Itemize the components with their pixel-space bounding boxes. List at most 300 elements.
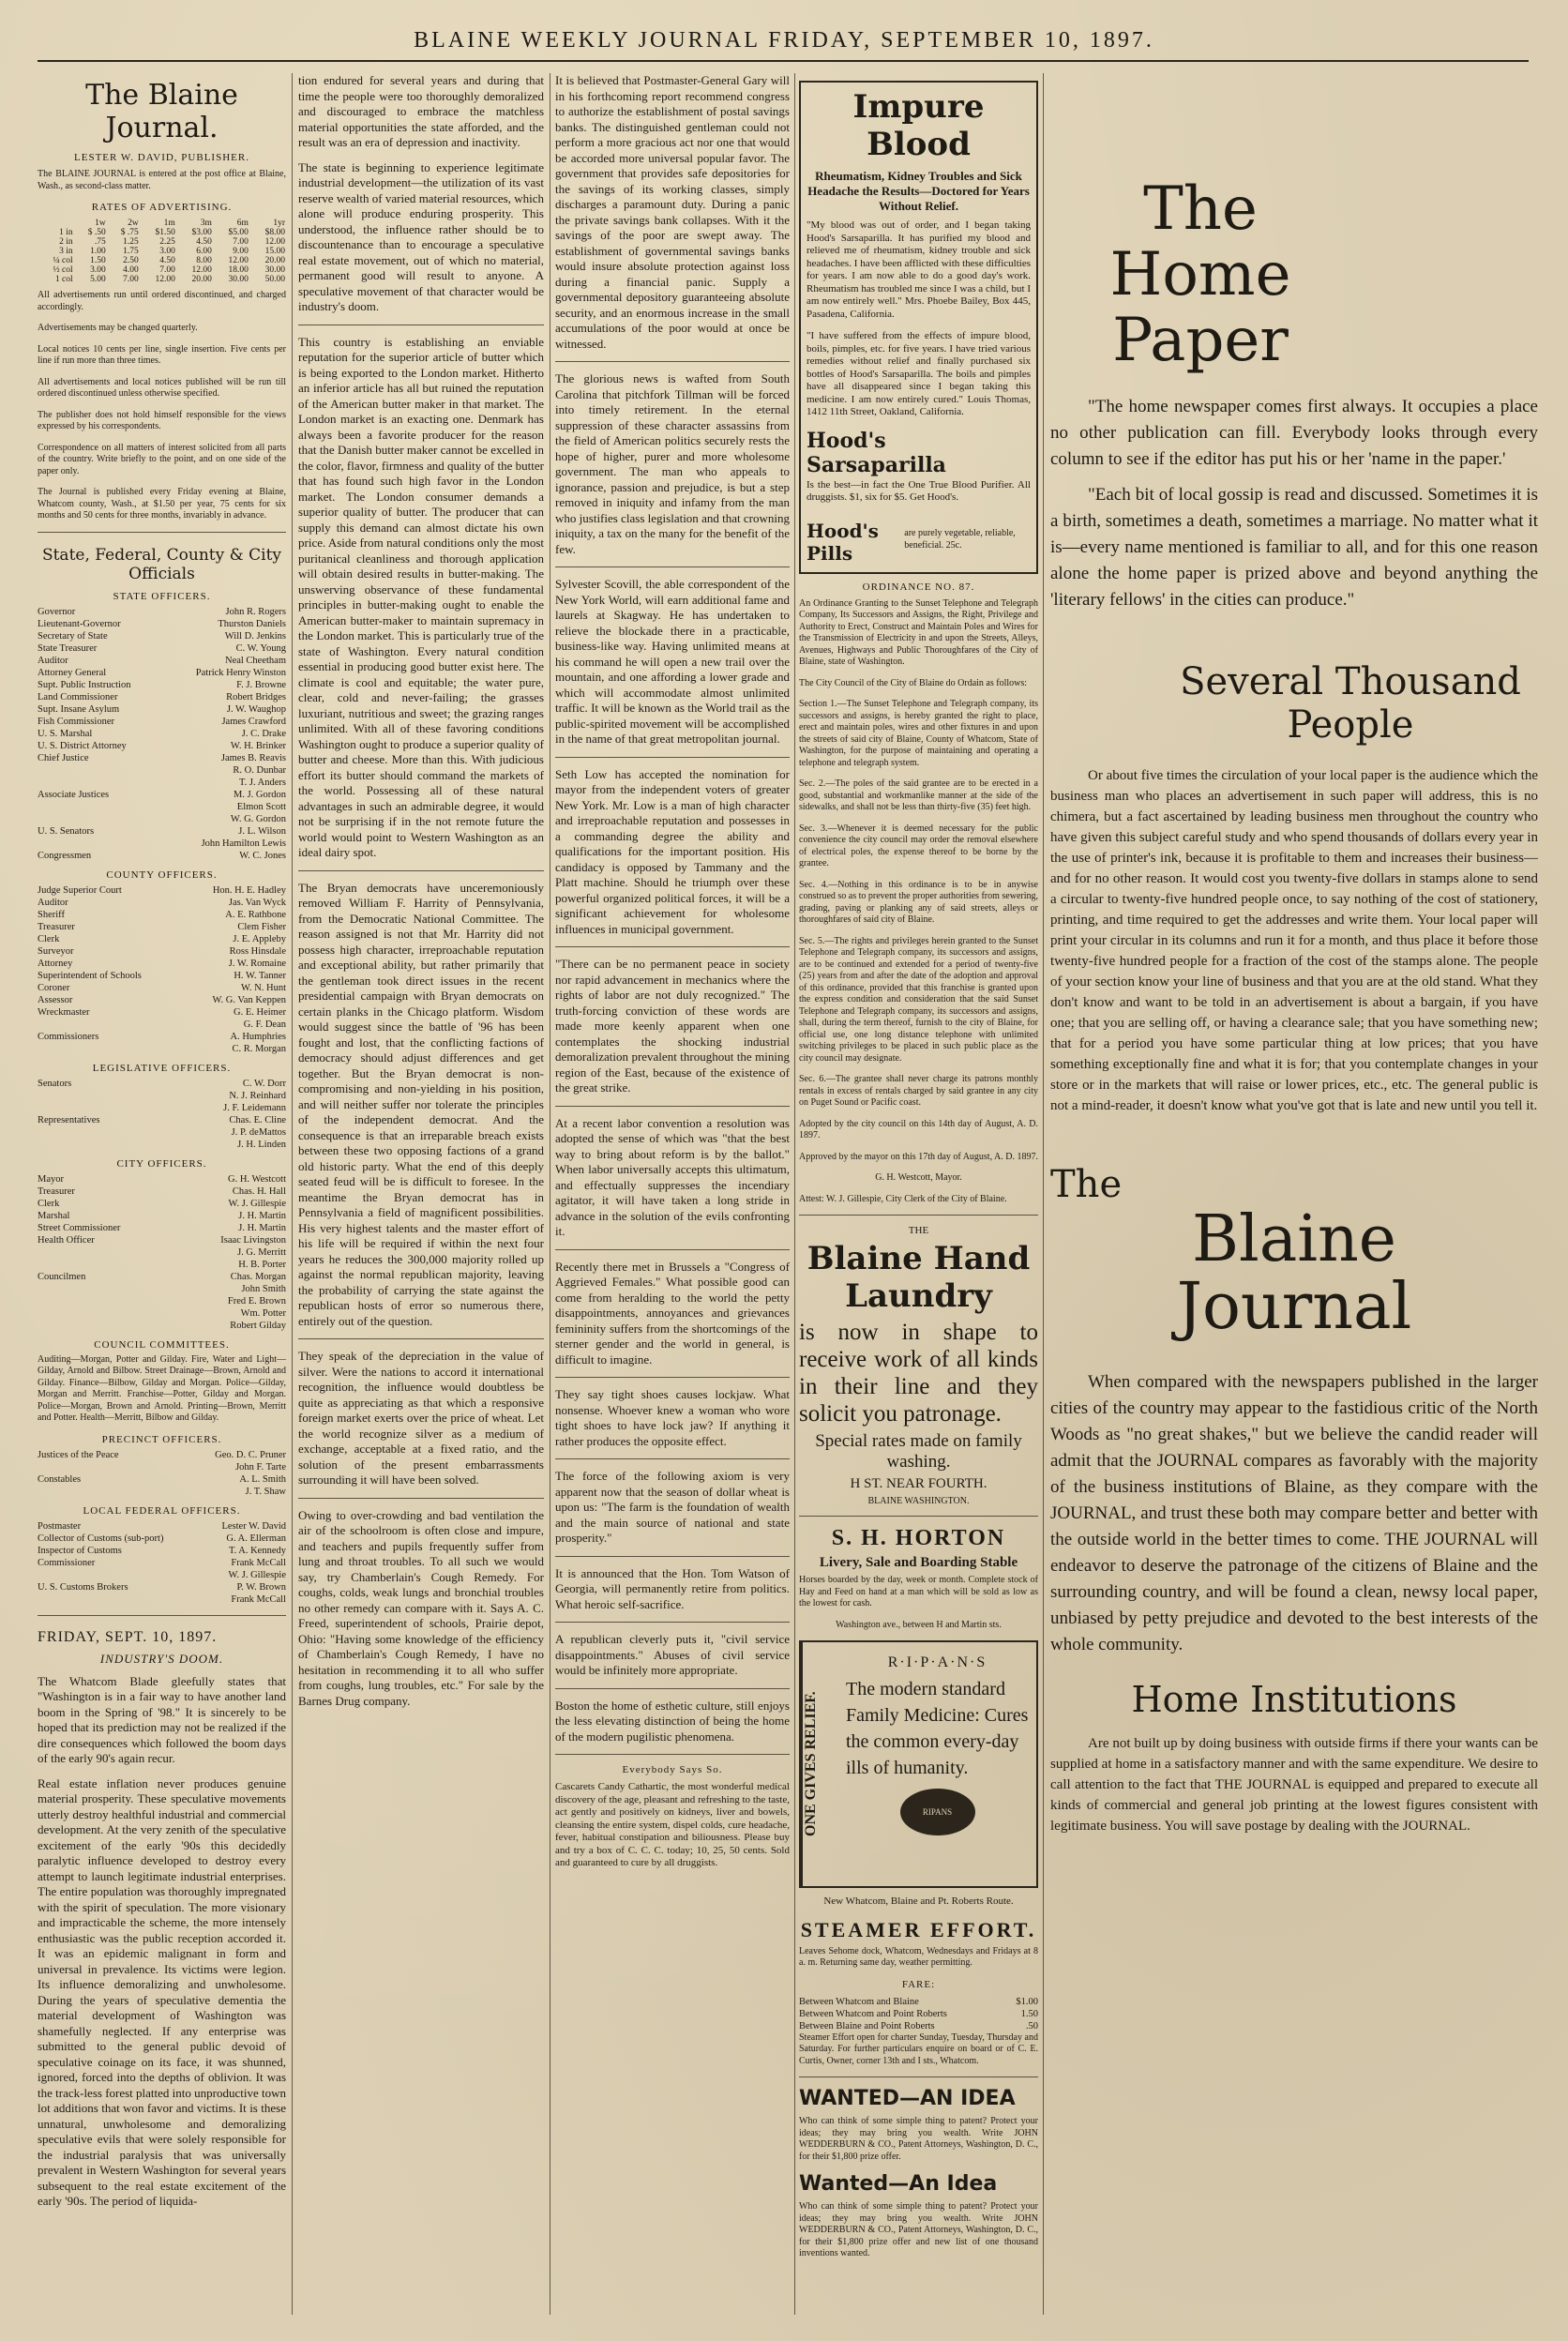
officer-name: T. A. Kennedy bbox=[228, 1545, 286, 1556]
state-officers-heading: STATE OFFICERS. bbox=[113, 590, 211, 602]
rates-cell: 4.50 bbox=[159, 256, 175, 265]
officer-title: U. S. Senators bbox=[38, 825, 95, 837]
column-rule bbox=[292, 73, 293, 2315]
officer-row bbox=[38, 606, 286, 618]
officer-row bbox=[38, 679, 286, 691]
officer-name: J. P. deMattos bbox=[231, 1126, 286, 1138]
fare-price: .50 bbox=[1025, 2020, 1038, 2031]
officer-name: Jas. Van Wyck bbox=[228, 897, 286, 908]
hoods-brand: Hood's Sarsaparilla bbox=[807, 428, 946, 477]
officer-name: Ross Hinsdale bbox=[229, 945, 286, 957]
officer-name: John Hamilton Lewis bbox=[201, 838, 286, 849]
officer-row bbox=[38, 630, 286, 642]
officer-row bbox=[38, 1320, 286, 1332]
masthead-rule bbox=[38, 60, 1529, 62]
officer-row bbox=[38, 1461, 286, 1473]
rates-cell: $3.00 bbox=[191, 228, 212, 237]
horton-address: Washington ave., between H and Martin sts. bbox=[836, 1619, 1002, 1630]
officer-row bbox=[38, 909, 286, 921]
editorial-paragraph: They say tight shoes causes lockjaw. What nonsense. Whoever knew a woman who wore tight shoes to have lock jaw? If anything it rather produces the opposite effect. bbox=[555, 1387, 790, 1448]
fare-row bbox=[799, 2008, 1038, 2020]
precinct-heading: PRECINCT OFFICERS. bbox=[101, 1433, 222, 1445]
fare-route: Between Whatcom and Point Roberts bbox=[799, 2008, 947, 2019]
officer-name: J. H. Martin bbox=[238, 1210, 286, 1221]
officer-name: W. G. Gordon bbox=[230, 813, 286, 824]
officer-row bbox=[38, 1581, 286, 1593]
ordinance-heading: ORDINANCE NO. 87. bbox=[862, 581, 975, 593]
rates-cell: 50.00 bbox=[264, 275, 285, 284]
divider bbox=[555, 566, 790, 567]
officer-row bbox=[38, 825, 286, 838]
officer-name: Robert Bridges bbox=[226, 691, 286, 702]
rates-cell: 20.00 bbox=[191, 275, 212, 284]
ripans-side-label: ONE GIVES RELIEF. bbox=[801, 1642, 838, 1886]
officer-title: Sheriff bbox=[38, 909, 65, 920]
state-officers bbox=[38, 606, 286, 862]
divider bbox=[555, 946, 790, 947]
rates-cell: 30.00 bbox=[264, 265, 285, 275]
editorial-paragraph: Seth Low has accepted the nomination for mayor from the independent voters of greater New York. Mr. Low is a man of high character and irreproachable reputation and possesses in a commanding degree the ability and qualifications for the important position. His candidacy is opposed by Tammany and the Platt machine. Should he triumph over these powerful organized political forces, it will be a significant achievement for wholesome influences in municipal government. bbox=[555, 766, 790, 936]
rates-cell: $1.50 bbox=[155, 228, 175, 237]
officer-row bbox=[38, 970, 286, 982]
editorial-paragraph: The state is beginning to experience legitimate industrial development—the utilization of its vast reserve wealth of varied material resources, which alone will produce enduring prosperity. This understood, the influence rather should be to discountenance than to encourage a speculative real estate movement, out of which no material, permanent good will result to anyone. A speculative movement of that character would be industry's doom. bbox=[298, 159, 544, 313]
county-officers bbox=[38, 884, 286, 1055]
rates-note: Correspondence on all matters of interest solicited from all parts of the country. Write briefly to the point, and on one side of the paper only. bbox=[38, 442, 286, 476]
officer-name: Frank McCall bbox=[231, 1593, 286, 1605]
divider bbox=[555, 1249, 790, 1250]
officer-title: Chief Justice bbox=[38, 752, 89, 763]
entered-note: The BLAINE JOURNAL is entered at the post office at Blaine, Wash., as second-class matter. bbox=[38, 169, 286, 191]
officer-row bbox=[38, 728, 286, 740]
officer-title: Treasurer bbox=[38, 1186, 75, 1197]
officer-title: Auditor bbox=[38, 897, 68, 908]
officer-row bbox=[38, 777, 286, 789]
officer-title: Treasurer bbox=[38, 921, 75, 932]
ordinance-text: Approved by the mayor on this 17th day of August, A. D. 1897. bbox=[799, 1151, 1038, 1162]
officer-row bbox=[38, 897, 286, 909]
rates-cell: 4.00 bbox=[123, 265, 139, 275]
officer-name: J. W. Waughop bbox=[226, 703, 286, 715]
officer-row bbox=[38, 642, 286, 655]
officer-title: Commissioners bbox=[38, 1031, 99, 1042]
officer-name: Wm. Potter bbox=[240, 1307, 286, 1319]
officer-row bbox=[38, 1246, 286, 1259]
editorial-paragraph: At a recent labor convention a resolution was adopted the sense of which was "that the best way to bring about reform is by the ballot." When labor universally accepts this ultimatum, and effectually suppresses the incendiary agitator, it will have taken a long stride in advance in the solution of the evils confronting it. bbox=[555, 1115, 790, 1238]
editorial-paragraph: tion endured for several years and during that time the people were too thoroughly demoralized and discouraged to embrace the matchless material opportunities the state afforded, and the result was an era of depression and inactivity. bbox=[298, 73, 544, 149]
ordinance-text: The City Council of the City of Blaine do Ordain as follows: bbox=[799, 677, 1028, 688]
fare-row bbox=[799, 2020, 1038, 2032]
rates-head-cell: 1m bbox=[163, 219, 175, 228]
rates-cell: $8.00 bbox=[264, 228, 285, 237]
blaine-journal-the: The bbox=[1050, 1163, 1123, 1206]
officer-title: Attorney bbox=[38, 958, 73, 969]
editorial-paragraph: "There can be no permanent peace in society nor rapid advancement in mechanics where the rights of labor are not duly recognized." The truth-forcing conviction of these words are made more keenly apparent when one contemplates the shocking industrial demoralization prevalent throughout the mining region of the East, because of the existence of the great strike. bbox=[555, 957, 790, 1095]
editorial-paragraph: Owing to over-crowding and bad ventilation the air of the schoolroom is often close and impure, and teachers and pupils frequently suffer from lung and throat troubles. To all such we would say, try Chamberlain's Cough Remedy. For coughs, colds, weak lungs and bronchial troubles no other remedy can compare with it. Says A. C. Freed, superintendent of schools, Prairie depot, Ohio: "Having some knowledge of the efficiency of Chamberlain's Cough Remedy, I have no hesitation in recommending it to all who suffer from coughs, lung troubles, etc." For sale by the Barnes Drug company. bbox=[298, 1507, 544, 1708]
officer-name: J. E. Appleby bbox=[233, 933, 286, 944]
officer-name: A. E. Rathbone bbox=[225, 909, 286, 920]
officer-row bbox=[38, 1545, 286, 1557]
officer-name: James B. Reavis bbox=[220, 752, 286, 763]
officer-title: Senators bbox=[38, 1078, 72, 1089]
officer-row bbox=[38, 1486, 286, 1498]
rates-title: RATES OF ADVERTISING. bbox=[91, 202, 233, 213]
ordinance-text: Sec. 6.—The grantee shall never charge its patrons monthly rentals in excess of rentals charged by said grantee in any city on Puget Sound or Pacific coast. bbox=[799, 1074, 1038, 1108]
rates-cell: 2 in bbox=[59, 237, 73, 247]
officer-title: Governor bbox=[38, 606, 76, 617]
column-1 bbox=[38, 73, 286, 2315]
officer-row bbox=[38, 1295, 286, 1307]
federal-heading: LOCAL FEDERAL OFFICERS. bbox=[83, 1504, 241, 1517]
officer-row bbox=[38, 1126, 286, 1139]
rates-row bbox=[38, 237, 286, 247]
laundry-city: BLAINE WASHINGTON. bbox=[867, 1496, 970, 1506]
divider bbox=[298, 1498, 544, 1499]
rates-cell: 12.00 bbox=[264, 237, 285, 247]
laundry-address: H ST. NEAR FOURTH. bbox=[850, 1476, 988, 1491]
blaine-journal-title: Journal bbox=[1176, 1270, 1412, 1344]
officer-name: Chas. H. Hall bbox=[232, 1186, 286, 1197]
officer-row bbox=[38, 1139, 286, 1151]
officer-row bbox=[38, 1271, 286, 1283]
hoods-line: Is the best—in fact the One True Blood Purifier. All druggists. $1, six for $5. Get Hood's. bbox=[807, 478, 1031, 503]
officer-row bbox=[38, 1259, 286, 1271]
officer-row bbox=[38, 764, 286, 777]
officer-title: Health Officer bbox=[38, 1234, 95, 1246]
column-2 bbox=[298, 73, 544, 2315]
officer-title: Surveyor bbox=[38, 945, 74, 957]
officer-row bbox=[38, 850, 286, 862]
officer-title: Commissioner bbox=[38, 1557, 96, 1568]
rates-cell: $ .75 bbox=[120, 228, 139, 237]
officer-row bbox=[38, 789, 286, 801]
column-3 bbox=[555, 73, 790, 2315]
officer-row bbox=[38, 994, 286, 1006]
rates-row bbox=[38, 247, 286, 256]
rates-cell: 1 in bbox=[59, 228, 73, 237]
officer-title: Collector of Customs (sub-port) bbox=[38, 1533, 164, 1544]
officer-name: J. F. Leidemann bbox=[223, 1102, 286, 1113]
officer-title: U. S. Customs Brokers bbox=[38, 1581, 128, 1593]
paper-title: The Blaine Journal. bbox=[85, 79, 238, 144]
city-officers bbox=[38, 1173, 286, 1332]
fare-price: 1.50 bbox=[1020, 2008, 1038, 2019]
officer-name: Neal Cheetham bbox=[224, 655, 286, 666]
impure-blood-subtitle: Rheumatism, Kidney Troubles and Sick Headache the Results—Doctored for Years Without Relief. bbox=[807, 169, 1030, 213]
officer-name: G. E. Heimer bbox=[234, 1006, 286, 1018]
officer-row bbox=[38, 655, 286, 667]
officer-title: Lieutenant-Governor bbox=[38, 618, 121, 629]
officer-name: W. C. Jones bbox=[239, 850, 286, 861]
fare-price: $1.00 bbox=[1016, 1996, 1038, 2007]
rates-note: Advertisements may be changed quarterly. bbox=[38, 323, 198, 333]
rates-note: All advertisements run until ordered discontinued, and charged accordingly. bbox=[38, 290, 286, 312]
editorial-paragraph: A republican cleverly puts it, "civil service disappointments." Abuses of civil service would be infinitely more appropriate. bbox=[555, 1632, 790, 1677]
officer-name: Robert Gilday bbox=[230, 1320, 286, 1331]
officer-title: Attorney General bbox=[38, 667, 107, 678]
ordinance-signature: G. H. Westcott, Mayor. bbox=[875, 1172, 962, 1183]
publisher-line: LESTER W. DAVID, PUBLISHER. bbox=[74, 152, 249, 163]
rates-note: All advertisements and local notices published will be run till ordered discontinued unless otherwise specified. bbox=[38, 376, 286, 399]
editorial-paragraph: Sylvester Scovill, the able correspondent of the New York World, will earn additional fame and laurels at Skagway. He has undertaken to relieve the blockade there in a practicable, business-like way. Having unlimited means at his command he will open a new trail over the mountain, and one affording a lower grade and which will accommodate almost unlimited traffic. It will be known as the World trail as the public-spirited movement will be accomplished in the name of that great metropolitan journal. bbox=[555, 577, 790, 746]
laundry-special: Special rates made on family washing. bbox=[815, 1431, 1022, 1472]
editorial-paragraph: The Bryan democrats have unceremoniously removed William F. Harrity of Pennsylvania, from the Democratic National Committee. The reason assigned is not that Mr. Harrity did not possess high character, irreproachable reputation and exceptional ability, but rather primarily that the gentleman took direct issues in the recent presidential campaign with Bryan democrats on certain planks in the Chicago platform. Wisdom would suggest since the battle of '96 has been fought and lost, that the conflicting factions of democracy should adjust differences and get together. But the Bryan democrat is non-compromising and non-yielding in his position, and will neither suffer nor tolerate the principles of the independent democrat. And the consequence is that an irreparable breach exists between these two opposing factions of a grand old historic party. What the end of this deeply seated feud will be is difficult to foresee. In the meantime the Bryan democrat has in Pennsylvania a field of magnificent possibilities. His very highest talents and the master effort of his life will be required if within the next four years he reduces the 300,000 majority rolled up against the normal republican majority, leaving the probability of carrying the state against the republican hosts of error so numerous there, entirely out of the question. bbox=[298, 880, 544, 1328]
rates-cell: ½ col bbox=[53, 265, 73, 275]
officer-row bbox=[38, 1114, 286, 1126]
officer-row bbox=[38, 716, 286, 728]
home-paper-paragraph: "The home newspaper comes first always. It occupies a place no other publication can fill. Everybody looks through every column to see if the editor has put his or her 'name in the paper.' bbox=[1050, 397, 1538, 469]
officer-row bbox=[38, 1031, 286, 1043]
rates-header-row bbox=[38, 219, 286, 228]
officer-name: J. W. Romaine bbox=[228, 958, 286, 969]
officer-row bbox=[38, 813, 286, 825]
officer-title: Clerk bbox=[38, 933, 60, 944]
officer-title: Superintendent of Schools bbox=[38, 970, 142, 981]
officer-name: Thurston Daniels bbox=[218, 618, 286, 629]
divider bbox=[38, 1615, 286, 1616]
officer-row bbox=[38, 703, 286, 716]
officer-row bbox=[38, 801, 286, 813]
officer-title: Auditor bbox=[38, 655, 68, 666]
rates-head-cell: 2w bbox=[128, 219, 139, 228]
ordinance-text: Sec. 4.—Nothing in this ordinance is to be in anywise construed so as to prevent the proper authorities from sewering, grading, paving or planking any of said streets, alleys or thoroughfares of said city of Blaine. bbox=[799, 879, 1038, 925]
rates-cell: ¼ col bbox=[53, 256, 73, 265]
officer-title: Land Commissioner bbox=[38, 691, 118, 702]
officer-row bbox=[38, 1210, 286, 1222]
officer-row bbox=[38, 1198, 286, 1210]
rates-cell: .75 bbox=[94, 237, 106, 247]
editorial-paragraph: The glorious news is wafted from South Carolina that pitchfork Tillman will be forced into timely retirement. In the eternal suppression of these character assassins from the field of American politics securely rests the hope of higher, purer and more wholesome government. The man who appeals to ignorance, passion and prejudice, is but a step removed in iniquity and infamy from the man who justifies class legislation and that crowning iniquity, a tax on the many for the benefit of the few. bbox=[555, 371, 790, 556]
rates-cell: 3.00 bbox=[90, 265, 106, 275]
officer-title: Judge Superior Court bbox=[38, 884, 122, 896]
divider bbox=[799, 1215, 1038, 1216]
hoods-pills: Hood's Pills bbox=[807, 519, 879, 565]
masthead: BLAINE WEEKLY JOURNAL FRIDAY, SEPTEMBER 10, 1897. bbox=[414, 28, 1154, 53]
editorial-paragraph: This country is establishing an enviable reputation for the superior article of butter which is being exported to the London market. Hitherto an inferior article has all but ruined the reputation of the American butter maker in that market. The London market is an exacting one. Denmark has always been a favorite producer for the reason that the Danish butter maker cannot be excelled in the color, flavor, firmness and quality of the butter that has found such high favor in the London market. The London consumer demands a superior quality of butter. The producer that can supply this demand can almost dictate his own price. Aside from natural conditions only the most puritanical cleanliness and thorough application will obtain desired results in butter-making. The unswerving observance of these fundamental principles in butter-making ought to enable the American butter-maker to maintain supremacy in the London market. This is particularly true of the state of Washington. Every natural condition essential in producing good butter exist here. The climate is cool and equitable; the water pure, clear, cold and never-failing; the grasses luxuriant, nutritious and sweet; the grazing ranges unlimited. With all of these favoring conditions Washington ought to produce a superior quality of butter and cheese. More than this. With judicious effort its butter should command the markets of the world. Possessing all of these natural advantages in such an admirable degree, it would not be surprising if in the not remote future the world would point to Western Washington as an ideal dairy spot. bbox=[298, 334, 544, 859]
rates-note: The publisher does not hold himself responsible for the views expressed by his correspondents. bbox=[38, 409, 286, 431]
home-institutions-body: Are not built up by doing business with outside firms if there your wants can be supplied at home in a satisfactory manner and with the same expenditure. We desire to call attention to the fact that THE JOURNAL is equipped and prepared to execute all kinds of commercial and general job printing at the lowest figures consistent with legitimate business. You will save postage by dealing with the JOURNAL. bbox=[1050, 1736, 1538, 1834]
officer-name: W. G. Van Keppen bbox=[212, 994, 286, 1005]
laundry-title: Blaine Hand Laundry bbox=[807, 1240, 1031, 1315]
council-committees: Auditing—Morgan, Potter and Gilday. Fire, Water and Light—Gilday, Arnold and Bilbow. Street Drainage—Brown, Arnold and Gilday. Finance—Bilbow, Gilday and Morgan. Police—Gilday, Morgan and Merritt. Franchise—Potter, Gilday and Morgan. Police—Morgan, Brown and Arnold. Printing—Brown, Merritt and Potter. Health—Merritt, Bilbow and Gilday. bbox=[38, 1353, 286, 1423]
steamer-name: STEAMER EFFORT. bbox=[800, 1917, 1037, 1941]
officer-name: G. A. Ellerman bbox=[226, 1533, 286, 1544]
ripans-ad bbox=[799, 1640, 1038, 1888]
steamer-route: New Whatcom, Blaine and Pt. Roberts Route. bbox=[823, 1895, 1014, 1907]
ripans-title: R·I·P·A·N·S bbox=[887, 1654, 988, 1670]
rates-head-cell: 1yr bbox=[273, 219, 285, 228]
rates-cell: 7.00 bbox=[233, 237, 249, 247]
rates-note: Local notices 10 cents per line, single insertion. Five cents per line if run more than three times. bbox=[38, 343, 286, 366]
officer-title: Wreckmaster bbox=[38, 1006, 90, 1018]
divider bbox=[38, 532, 286, 533]
rates-cell: 6.00 bbox=[196, 247, 212, 256]
officer-name: J. H. Linden bbox=[237, 1139, 286, 1150]
officer-title: Councilmen bbox=[38, 1271, 86, 1282]
editorial-paragraph: The force of the following axiom is very apparent now that the season of dollar wheat is upon us: "The farm is the foundation of wealth and the main source of national and state prosperity." bbox=[555, 1469, 790, 1545]
rates-cell: 3 in bbox=[59, 247, 73, 256]
editorial-paragraph: It is announced that the Hon. Tom Watson of Georgia, will permanently retire from politics. What heroic self-sacrifice. bbox=[555, 1565, 790, 1611]
officer-title: Supt. Insane Asylum bbox=[38, 703, 120, 715]
officer-row bbox=[38, 1283, 286, 1295]
officer-name: W. J. Gillespie bbox=[228, 1198, 286, 1209]
divider bbox=[555, 1106, 790, 1107]
officer-row bbox=[38, 1222, 286, 1234]
rates-cell: 30.00 bbox=[228, 275, 249, 284]
hoods-pills-line: are purely vegetable, reliable, beneficial. 25c. bbox=[904, 528, 1016, 551]
officer-row bbox=[38, 1102, 286, 1114]
rates-head-cell: 1w bbox=[95, 219, 106, 228]
officer-name: G. F. Dean bbox=[243, 1019, 286, 1030]
ripans-logo: RIPANS bbox=[900, 1789, 975, 1835]
article-paragraph: Real estate inflation never produces genuine material prosperity. These speculative movements utterly destroy healthful industrial and commercial development. At the very zenith of the speculative excitement of the early '90s this decidedly paralytic influence developed to destroy every attempt to launch legitimate industrial enterprises. The entire population was thoroughly impregnated with the spirit of speculation. The more visionary and impracticable the scheme, the more intensely enthusiastic was the public reception accorded it. It was an epidemic malignant in form and universal in prevalence. Its victims were legion. Its influence demoralizing and unwholesome. During the years of speculative dementia the material development of Washington was shamefully neglected. If any enterprise was submitted to the general public devoid of speculative coinage on its face, it was shunned, ignored, forced into the depths of oblivion. It was the track-less forest platted into unproductive town lot additions that won favor and victims. It is these unnatural, unwholesome and demoralizing speculative evils that were solely responsible for the industrial paralysis that was universally prevalent in Western Washington for several years subsequent to the real estate excitement of the early '90s. The period of liquida- bbox=[38, 1775, 286, 2208]
cascarets-heading: Everybody Says So. bbox=[622, 1764, 723, 1775]
officer-name: Elmon Scott bbox=[236, 801, 286, 812]
officer-name: J. T. Shaw bbox=[245, 1486, 286, 1497]
rates-cell: 5.00 bbox=[90, 275, 106, 284]
officer-name: A. L. Smith bbox=[239, 1473, 286, 1485]
officer-row bbox=[38, 1533, 286, 1545]
officer-name: James Crawford bbox=[221, 716, 286, 727]
rates-note: The Journal is published every Friday evening at Blaine, Whatcom county, Wash., at $1.50 per year, 75 cents for six months and 50 cents for three months, invariably in advance. bbox=[38, 487, 286, 521]
column-rule bbox=[1043, 73, 1044, 2315]
rates-head-cell: 6m bbox=[236, 219, 249, 228]
laundry-ad bbox=[799, 1225, 1038, 1506]
column-5 bbox=[1050, 73, 1538, 2315]
fare-heading: FARE: bbox=[901, 1978, 936, 1990]
divider bbox=[555, 1688, 790, 1689]
home-institutions-title: Home Institutions bbox=[1131, 1679, 1457, 1720]
officer-title: Constables bbox=[38, 1473, 82, 1485]
officer-name: H. B. Porter bbox=[238, 1259, 286, 1270]
officer-row bbox=[38, 884, 286, 897]
officer-title: Street Commissioner bbox=[38, 1222, 121, 1233]
officer-name: Chas. Morgan bbox=[230, 1271, 286, 1282]
officer-title: Congressmen bbox=[38, 850, 92, 861]
officer-name: C. W. Dorr bbox=[242, 1078, 286, 1089]
article-paragraph: The Whatcom Blade gleefully states that "Washington is in a fair way to have another land boom in the Spring of '98." It is sincerely to be hoped that its prediction may not be realized if the dire consequences which followed the boom days of the early 90's again recur. bbox=[38, 1673, 286, 1765]
officer-name: W. H. Brinker bbox=[230, 740, 286, 751]
officer-row bbox=[38, 618, 286, 630]
ordinance-attest: Attest: W. J. Gillespie, City Clerk of the City of Blaine. bbox=[799, 1193, 1007, 1204]
impure-blood-title: Impure Blood bbox=[852, 88, 985, 163]
rates-cell: 2.50 bbox=[123, 256, 139, 265]
officers-list bbox=[38, 591, 286, 1606]
rates-cell: 1.50 bbox=[90, 256, 106, 265]
horton-subtitle: Livery, Sale and Boarding Stable bbox=[819, 1555, 1018, 1570]
divider bbox=[298, 870, 544, 871]
editorial-paragraph: Boston the home of esthetic culture, still enjoys the less elevating distinction of being the home of the modern pugilistic phenomena. bbox=[555, 1698, 790, 1744]
officer-name: Isaac Livingston bbox=[220, 1234, 286, 1246]
fare-row bbox=[799, 1996, 1038, 2008]
divider bbox=[555, 1377, 790, 1378]
officer-title: Fish Commissioner bbox=[38, 716, 114, 727]
council-heading: COUNCIL COMMITTEES. bbox=[94, 1338, 230, 1351]
divider bbox=[555, 361, 790, 362]
fare-route: Between Whatcom and Blaine bbox=[799, 1996, 919, 2007]
officer-name: John F. Tarte bbox=[235, 1461, 286, 1473]
officer-row bbox=[38, 1569, 286, 1581]
officer-row bbox=[38, 982, 286, 994]
divider bbox=[555, 1754, 790, 1755]
officials-title: State, Federal, County & City Officials bbox=[41, 545, 282, 583]
officer-title: Postmaster bbox=[38, 1520, 82, 1532]
officer-row bbox=[38, 1473, 286, 1486]
several-thousand-title: Several Thousand People bbox=[1180, 660, 1521, 747]
divider bbox=[555, 1622, 790, 1623]
officer-row bbox=[38, 1449, 286, 1461]
officer-name: Geo. D. C. Pruner bbox=[215, 1449, 286, 1460]
rates-cell: 12.00 bbox=[191, 265, 212, 275]
rates-row bbox=[38, 275, 286, 284]
rates-cell: 1.25 bbox=[123, 237, 139, 247]
officer-name: H. W. Tanner bbox=[234, 970, 286, 981]
legislative-officers-heading: LEGISLATIVE OFFICERS. bbox=[92, 1062, 232, 1074]
officer-row bbox=[38, 1090, 286, 1102]
officer-row bbox=[38, 1234, 286, 1246]
wanted-idea-heading: Wanted—An Idea bbox=[799, 2172, 998, 2196]
rates-cell: 1 col bbox=[54, 275, 73, 284]
ordinance-text: Section 1.—The Sunset Telephone and Telegraph company, its successors and assigns, is hereby granted the right to place, erect and maintain poles, wires and other fixtures in and upon the streets of said city of Blaine, County of Whatcom, State of Washington, for the purpose of maintaining and operating a telephone and telegraph system. bbox=[799, 699, 1038, 768]
officer-title: U. S. Marshal bbox=[38, 728, 93, 739]
officer-name: J. H. Martin bbox=[238, 1222, 286, 1233]
rates-cell: 7.00 bbox=[159, 265, 175, 275]
divider bbox=[555, 757, 790, 758]
testimonial: "I have suffered from the effects of impure blood, boils, pimples, etc. for five years. I have tried various remedies without relief and finally purchased six bottles of Hood's Sarsaparilla. The boils and pimples have all disappeared since I began taking this medicine. I am now entirely cured." Louis Thomas, 1412 11th Street, Oakland, California. bbox=[807, 330, 1031, 417]
editorial-paragraph: Recently there met in Brussels a "Congress of Aggrieved Females." What possible good can come from heralding to the world the petty disappointments, annoyances and grievances femininity suffers from the shortcomings of the sterner gender and the world in general, is difficult to imagine. bbox=[555, 1259, 790, 1367]
blaine-journal-body: When compared with the newspapers published in the larger cities of the country may appear to the fastidious critic of the North Woods as "no great shakes," but we believe the candid reader will admit that the JOURNAL compares as favorably with the majority of the business institutions of Blaine, as they compare with the JOURNAL, and trust these both may compare better and better with the outside world in the better times to come. THE JOURNAL will endeavor to deserve the patronage of the citizens of Blaine and the surrounding country, and will be found a clean, newsy local paper, unbiased by petty prejudice and devoted to the best interests of the whole community. bbox=[1050, 1372, 1538, 1654]
officer-title: Secretary of State bbox=[38, 630, 108, 642]
officer-row bbox=[38, 667, 286, 679]
horton-name: S. H. HORTON bbox=[831, 1526, 1006, 1550]
officer-name: John Smith bbox=[241, 1283, 286, 1294]
article-heading: INDUSTRY'S DOOM. bbox=[99, 1651, 224, 1666]
divider bbox=[555, 1556, 790, 1557]
officer-row bbox=[38, 921, 286, 933]
cascarets-ad: Cascarets Candy Cathartic, the most wonderful medical discovery of the age, pleasant and refreshing to the taste, act gently and positively on kidneys, liver and bowels, cleansing the entire system, dispel colds, cure headache, fever, habitual constipation and biliousness. Please buy and try a box of C. C. C. today; 10, 25, 50 cents. Sold and guaranteed to cure by all druggists. bbox=[555, 1781, 790, 1868]
laundry-body: is now in shape to receive work of all kinds in their line and they solicit you patronage. bbox=[799, 1320, 1038, 1427]
rates-cell: 12.00 bbox=[155, 275, 175, 284]
steamer-schedule: Leaves Sehome dock, Whatcom, Wednesdays and Fridays at 8 a. m. Returning same day, weather permitting. bbox=[799, 1945, 1038, 1968]
officer-name: C. R. Morgan bbox=[232, 1043, 286, 1054]
rates-head-cell bbox=[38, 219, 74, 228]
rates-row bbox=[38, 265, 286, 275]
officer-name: T. J. Anders bbox=[239, 777, 286, 788]
officer-name: Lester W. David bbox=[221, 1520, 286, 1532]
issue-date: FRIDAY, SEPT. 10, 1897. bbox=[38, 1628, 218, 1645]
blaine-journal-title: Blaine bbox=[1191, 1202, 1397, 1276]
fare-route: Between Blaine and Point Roberts bbox=[799, 2020, 935, 2031]
steamer-note: Steamer Effort open for charter Sunday, Tuesday, Thursday and Saturday. For further particulars enquire on board or of C. E. Curtis, Owner, corner 13th and I sts., Whatcom. bbox=[799, 2031, 1038, 2066]
city-officers-heading: CITY OFFICERS. bbox=[116, 1157, 207, 1170]
officer-row bbox=[38, 1006, 286, 1019]
rates-cell: 1.75 bbox=[123, 247, 139, 256]
wanted-idea-body: Who can think of some simple thing to patent? Protect your ideas; they may bring you wealth. Write JOHN WEDDERBURN & CO., Patent Attorneys, Washington, D. C., for their $1,800 prize offer. bbox=[799, 2116, 1038, 2162]
officer-row bbox=[38, 958, 286, 970]
officer-name: Hon. H. E. Hadley bbox=[212, 884, 286, 896]
home-paper-paragraph: "Each bit of local gossip is read and discussed. Sometimes it is a birth, sometimes a death, sometimes a marriage. No matter what it is—every name mentioned is familiar to all, and for this one reason alone the home paper is prized above and beyond anything the 'literary fellows' in the cities can produce." bbox=[1050, 485, 1538, 610]
rates-cell: 12.00 bbox=[228, 256, 249, 265]
officer-row bbox=[38, 1307, 286, 1320]
hoods-ad bbox=[799, 81, 1038, 574]
officer-title: Supt. Public Instruction bbox=[38, 679, 131, 690]
rates-table bbox=[38, 219, 286, 284]
officer-name: J. L. Wilson bbox=[238, 825, 286, 837]
rates-cell: 8.00 bbox=[196, 256, 212, 265]
ordinance-text: An Ordinance Granting to the Sunset Telephone and Telegraph Company, Its Successors and Assigns, the Right, Privilege and Authority to Erect, Construct and Maintain Poles and Wires for the Transmission of Electricity in and upon the Streets, Alleys, Avenues, Highways and Public Thoroughfares of the City of Blaine, state of Washington. bbox=[799, 597, 1038, 667]
officer-title: Marshal bbox=[38, 1210, 70, 1221]
officer-title: Assessor bbox=[38, 994, 73, 1005]
rates-cell: $5.00 bbox=[228, 228, 249, 237]
